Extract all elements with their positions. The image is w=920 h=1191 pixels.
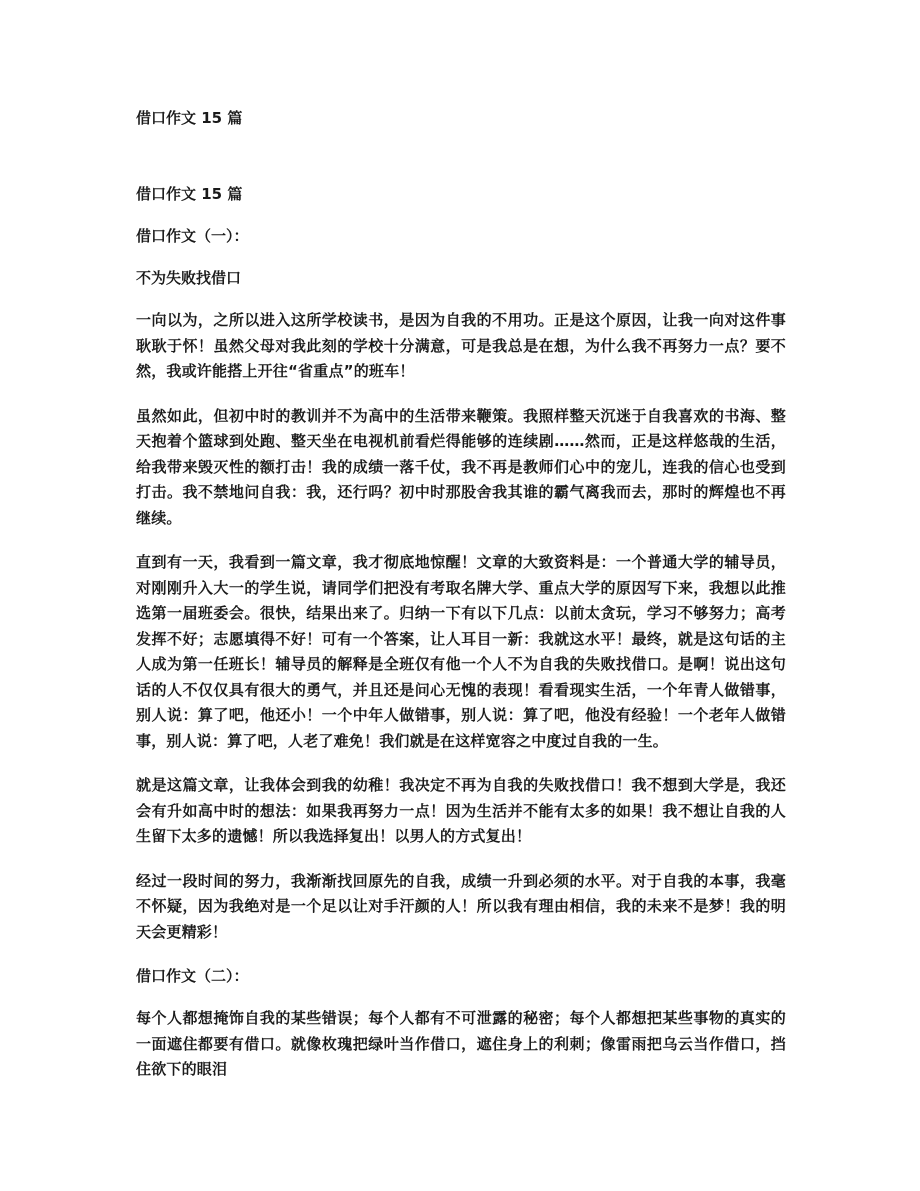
section-two-heading: 借口作文（二）： [136,967,249,985]
section-one-topic: 不为失败找借口 [136,269,242,287]
document-body [136,182,786,1102]
section-one-paragraph: 一向以为，之所以进入这所学校读书，是因为自我的不用功。正是这个原因，让我一向对这件事耿耿于怀！虽然父母对我此刻的学校十分满意，可是我总是在想，为什么我不再努力一点？要不然，我或许能搭上开往“省重点”的班车！ [136,311,786,380]
document-subtitle: 借口作文 15 篇 [136,185,243,203]
section-one-paragraph: 就是这篇文章，让我体会到我的幼稚！我决定不再为自我的失败找借口！我不想到大学是，我还会有升如高中时的想法：如果我再努力一点！因为生活并不能有太多的如果！我不想让自我的人生留下太多的遗憾！所以我选择复出！以男人的方式复出！ [136,776,786,845]
document-title: 借口作文 15 篇 [136,109,243,127]
section-two-paragraph: 每个人都想掩饰自我的某些错误；每个人都有不可泄露的秘密；每个人都想把某些事物的真实的一面遮住都要有借口。就像枚瑰把绿叶当作借口，遮住身上的利刺；像雷雨把乌云当作借口，挡住欲下的眼泪 [136,1009,786,1078]
section-one-paragraph: 直到有一天，我看到一篇文章，我才彻底地惊醒！文章的大致资料是：一个普通大学的辅导员，对刚刚升入大一的学生说，请同学们把没有考取名牌大学、重点大学的原因写下来，我想以此推选第一届班委会。很快，结果出来了。归纳一下有以下几点：以前太贪玩，学习不够努力；高考发挥不好；志愿填得不好！可有一个答案，让人耳目一新：我就这水平！最终，就是这句话的主人成为第一任班长！辅导员的解释是全班仅有他一个人不为自我的失败找借口。是啊！说出这句话的人不仅仅具有很大的勇气，并且还是问心无愧的表现！看看现实生活，一个年青人做错事，别人说：算了吧，他还小！一个中年人做错事，别人说：算了吧，他没有经验！一个老年人做错事，别人说：算了吧，人老了难免！我们就是在这样宽容之中度过自我的一生。 [136,553,786,750]
section-one-paragraph: 经过一段时间的努力，我渐渐找回原先的自我，成绩一升到必须的水平。对于自我的本事，我毫不怀疑，因为我绝对是一个足以让对手汗颜的人！所以我有理由相信，我的未来不是梦！我的明天会更精彩！ [136,871,786,941]
section-one-paragraph: 虽然如此，但初中时的教训并不为高中的生活带来鞭策。我照样整天沉迷于自我喜欢的书海、整天抱着个篮球到处跑、整天坐在电视机前看烂得能够的连续剧……然而，正是这样悠哉的生活，给我带来毁灭性的额打击！我的成绩一落千仗，我不再是教师们心中的宠儿，连我的信心也受到打击。我不禁地问自我：我，还行吗？初中时那股舍我其谁的霸气离我而去，那时的辉煌也不再继续。 [136,406,786,527]
section-one-heading: 借口作文（一）： [136,227,249,245]
